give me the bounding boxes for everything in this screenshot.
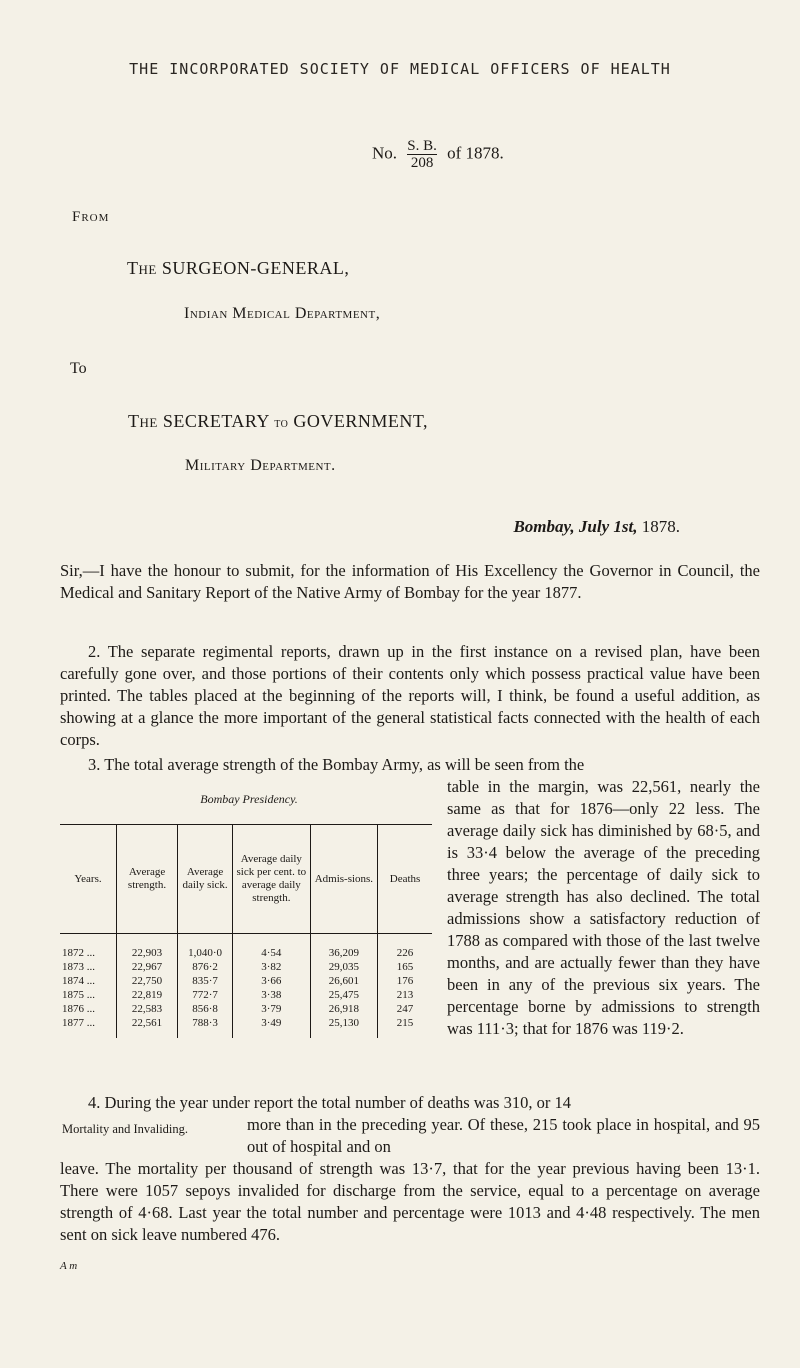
- paragraph-4-right: more than in the preceding year. Of these, 215 took place in hospital, and 95 out of hospital and on: [247, 1115, 760, 1156]
- recipient-department: Military Department.: [185, 457, 336, 474]
- doc-number-numerator: S. B.: [407, 138, 437, 154]
- cell-admissions: 26,918: [310, 1002, 377, 1016]
- cell-year: 1873 ...: [62, 960, 95, 973]
- place-date: [513, 517, 680, 537]
- header-years: Years.: [60, 825, 116, 934]
- cell-admissions: 25,475: [310, 988, 377, 1002]
- cell-deaths: 176: [378, 974, 432, 988]
- margin-note-mortality: Mortality and Invaliding.: [62, 1122, 189, 1136]
- document-number: [372, 138, 504, 171]
- header-sick-percent: Average daily sick per cent. to average daily strength.: [233, 825, 311, 934]
- cell-deaths: 226: [378, 934, 432, 961]
- cell-daily-sick: 856·8: [178, 1002, 233, 1016]
- paragraph-4-lead: 4. During the year under report the total number of deaths was 310, or 14: [88, 1093, 571, 1112]
- doc-number-prefix: No.: [372, 143, 398, 163]
- sender-department: Indian Medical Department,: [184, 305, 381, 322]
- cell-daily-sick: 788·3: [178, 1016, 233, 1038]
- cell-admissions: 36,209: [310, 934, 377, 961]
- table-header-row: [60, 825, 432, 934]
- cell-year: 1877 ...: [62, 1016, 95, 1029]
- recipient-title-end: GOVERNMENT,: [293, 411, 429, 431]
- doc-number-suffix: of 1878.: [447, 143, 504, 163]
- cell-daily-sick: 876·2: [178, 960, 233, 974]
- cell-strength: 22,819: [116, 988, 177, 1002]
- cell-strength: 22,750: [116, 974, 177, 988]
- doc-number-fraction: [407, 138, 437, 171]
- cell-year: 1876 ...: [62, 1002, 95, 1015]
- cell-admissions: 26,601: [310, 974, 377, 988]
- table-caption: Bombay Presidency.: [200, 792, 298, 806]
- paragraph-2: 2. The separate regimental reports, drawn up in the first instance on a revised plan, have been carefully gone over, and those portions of their contents only which possess practical value have been printed. The tables placed at the beginning of the reports will, I think, be found a useful addition, as showing at a glance the more important of the general statistical facts connected with the health of each corps.: [60, 642, 760, 749]
- table-row: [60, 934, 432, 961]
- cell-strength: 22,561: [116, 1016, 177, 1038]
- paragraph-4-rest: leave. The mortality per thousand of strength was 13·7, that for the year previous having been 13·1. There were 1057 sepoys invalided for discharge from the service, equal to a percentage on average strength of 4·68. Last year the total number and percentage were 1013 and 4·48 respectively. The men sent on sick leave numbered 476.: [60, 1159, 760, 1244]
- cell-year: 1872 ...: [62, 946, 95, 959]
- doc-number-denominator: 208: [410, 155, 434, 171]
- cell-sick-percent: 3·66: [233, 974, 311, 988]
- table-row: [60, 988, 432, 1002]
- cell-sick-percent: 3·38: [233, 988, 311, 1002]
- sender-title-text: SURGEON-GENERAL,: [161, 258, 350, 278]
- cell-daily-sick: 835·7: [178, 974, 233, 988]
- cell-sick-percent: 3·82: [233, 960, 311, 974]
- cell-sick-percent: 3·79: [233, 1002, 311, 1016]
- year: 1878.: [641, 517, 680, 536]
- recipient-title-connector: to: [274, 416, 289, 431]
- cell-daily-sick: 772·7: [178, 988, 233, 1002]
- signature-mark: A m: [60, 1260, 78, 1272]
- table-row: [60, 974, 432, 988]
- recipient-title-text: SECRETARY: [162, 411, 270, 431]
- cell-sick-percent: 3·49: [233, 1016, 311, 1038]
- day: 1st,: [613, 517, 638, 536]
- table-row: [60, 960, 432, 974]
- cell-deaths: 247: [378, 1002, 432, 1016]
- cell-sick-percent: 4·54: [233, 934, 311, 961]
- recipient-title: [128, 411, 428, 432]
- cell-deaths: 213: [378, 988, 432, 1002]
- header-average-strength: Average strength.: [116, 825, 177, 934]
- paragraph-3-lead: 3. The total average strength of the Bombay Army, as will be seen from the: [88, 755, 585, 774]
- cell-strength: 22,583: [116, 1002, 177, 1016]
- cell-daily-sick: 1,040·0: [178, 934, 233, 961]
- table-row: [60, 1002, 432, 1016]
- from-label: From: [72, 209, 110, 225]
- cell-admissions: 25,130: [310, 1016, 377, 1038]
- cell-deaths: 165: [378, 960, 432, 974]
- statistics-table: [60, 824, 432, 1038]
- paragraph-3-body: table in the margin, was 22,561, nearly the same as that for 1876—only 22 less. The average daily sick has diminished by 68·5, and is 33·4 below the average of the preceding three years; the percentage of daily sick to average strength has also declined. The total admissions show a satisfactory reduction of 1788 as compared with those of the last twelve months, and are actually fewer than they have been in any of the previous six years. The percentage borne by admissions to strength was 111·3; that for 1876 was 119·2.: [447, 777, 760, 1038]
- header-average-daily-sick: Average daily sick.: [178, 825, 233, 934]
- table-row: [60, 1016, 432, 1038]
- society-stamp: THE INCORPORATED SOCIETY OF MEDICAL OFFICERS OF HEALTH: [129, 60, 671, 78]
- cell-admissions: 29,035: [310, 960, 377, 974]
- to-label: To: [70, 360, 87, 377]
- sender-title: [127, 258, 349, 279]
- cell-year: 1874 ...: [62, 974, 95, 987]
- header-admissions: Admis-sions.: [310, 825, 377, 934]
- sender-title-prefix: The: [127, 258, 157, 278]
- recipient-title-prefix: The: [128, 411, 158, 431]
- cell-strength: 22,903: [116, 934, 177, 961]
- paragraph-1: Sir,—I have the honour to submit, for the information of His Excellency the Governor in Council, the Medical and Sanitary Report of the Native Army of Bombay for the year 1877.: [60, 561, 760, 602]
- place: Bombay, July: [513, 517, 610, 536]
- cell-strength: 22,967: [116, 960, 177, 974]
- header-deaths: Deaths: [378, 825, 432, 934]
- cell-year: 1875 ...: [62, 988, 95, 1001]
- cell-deaths: 215: [378, 1016, 432, 1038]
